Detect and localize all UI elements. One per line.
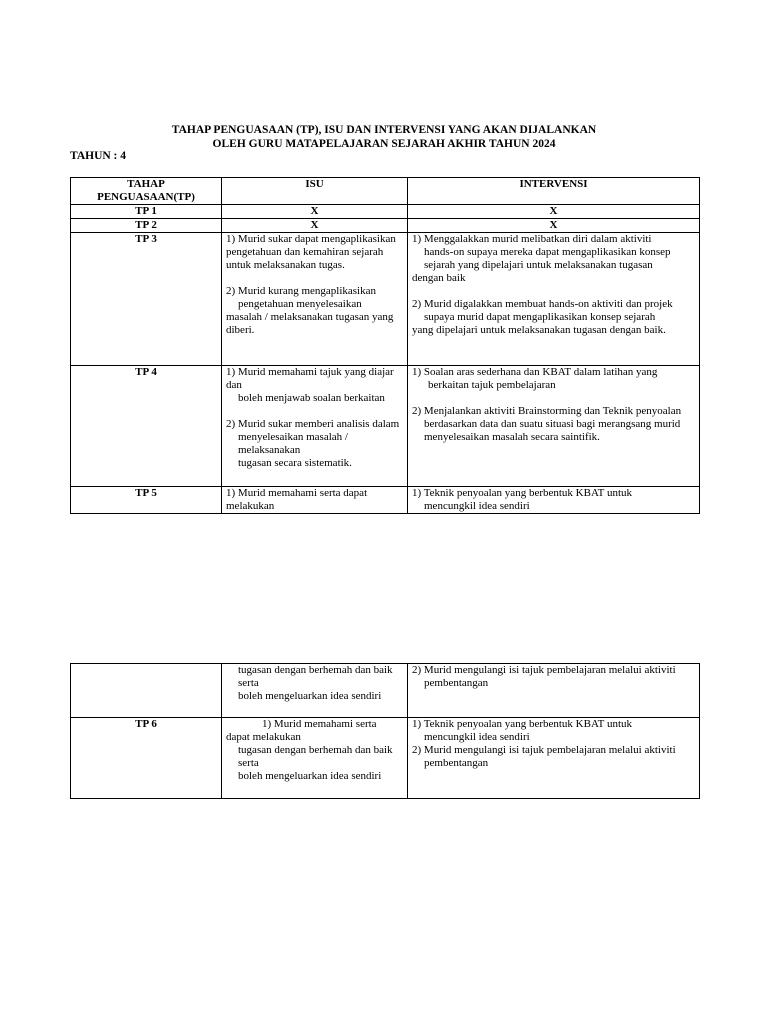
intervensi-text: 2) Murid mengulangi isi tajuk pembelajaran melalui aktiviti <box>412 664 676 676</box>
isu-text: tugasan dengan berhemah dan baik serta <box>238 744 393 769</box>
isu-text: boleh menjawab soalan berkaitan <box>238 392 385 404</box>
intervensi-text: hands-on supaya mereka dapat mengaplikasikan konsep <box>424 246 671 258</box>
tahun-label: TAHUN : 4 <box>70 150 127 162</box>
continuation-table <box>70 663 700 799</box>
isu-cell: X <box>222 205 408 219</box>
isu-text: tugasan dengan berhemah dan baik serta <box>238 664 393 689</box>
isu-cell <box>222 664 408 718</box>
tp-label: TP 6 <box>71 718 222 799</box>
intervensi-cell <box>408 366 700 487</box>
isu-text: tugasan secara sistematik. <box>238 457 352 469</box>
table-row <box>71 366 700 487</box>
isu-cell <box>222 233 408 366</box>
intervensi-cell <box>408 487 700 514</box>
isu-text: 1) Murid memahami serta dapat melakukan <box>226 718 377 743</box>
table-row <box>71 664 700 718</box>
isu-text: masalah / melaksanakan tugasan yang diberi. <box>226 311 394 336</box>
intervensi-text: sejarah yang dipelajari untuk melaksanakan tugasan <box>424 259 653 271</box>
isu-text: 2) Murid kurang mengaplikasikan <box>226 285 376 297</box>
table-header-row <box>71 178 700 205</box>
header-intervensi: INTERVENSI <box>408 178 700 205</box>
table-row <box>71 487 700 514</box>
title-line-2: OLEH GURU MATAPELAJARAN SEJARAH AKHIR TAHUN 2024 <box>212 138 556 150</box>
tp-label: TP 1 <box>71 205 222 219</box>
isu-cell: X <box>222 219 408 233</box>
isu-text: 2) Murid sukar memberi analisis dalam <box>226 418 400 430</box>
tp-label: TP 3 <box>71 233 222 366</box>
intervensi-cell <box>408 233 700 366</box>
intervensi-cell <box>408 718 700 799</box>
intervensi-text: menyelesaikan masalah secara saintifik. <box>424 431 600 443</box>
intervensi-text: pembentangan <box>424 757 489 769</box>
table-row <box>71 233 700 366</box>
header-tp: TAHAP PENGUASAAN(TP) <box>71 178 222 205</box>
intervensi-text: 1) Menggalakkan murid melibatkan diri dalam aktiviti <box>412 233 652 245</box>
intervensi-text: 1) Teknik penyoalan yang berbentuk KBAT untuk <box>412 487 633 499</box>
intervensi-text: 1) Soalan aras sederhana dan KBAT dalam latihan yang <box>412 366 658 378</box>
main-table <box>70 177 700 514</box>
tp-label-empty <box>71 664 222 718</box>
intervensi-cell: X <box>408 205 700 219</box>
intervensi-text: berkaitan tajuk pembelajaran <box>428 379 556 391</box>
table-row <box>71 718 700 799</box>
intervensi-text: 2) Murid mengulangi isi tajuk pembelajaran melalui aktiviti <box>412 744 676 756</box>
isu-cell <box>222 487 408 514</box>
isu-text: 1) Murid memahami serta dapat melakukan <box>226 487 368 512</box>
intervensi-text: yang dipelajari untuk melaksanakan tugasan dengan baik. <box>412 324 666 336</box>
isu-text: pengetahuan menyelesaikan <box>238 298 362 310</box>
intervensi-text: 1) Teknik penyoalan yang berbentuk KBAT untuk <box>412 718 633 730</box>
table-row <box>71 219 700 233</box>
intervensi-text: mencungkil idea sendiri <box>424 731 530 743</box>
intervensi-text: mencungkil idea sendiri <box>424 500 530 512</box>
intervensi-text: pembentangan <box>424 677 489 689</box>
intervensi-text: supaya murid dapat mengaplikasikan konsep sejarah <box>424 311 656 323</box>
isu-text: 1) Murid sukar dapat mengaplikasikan pengetahuan dan kemahiran sejarah untuk melaksanakan tugas. <box>226 233 396 271</box>
tp-label: TP 5 <box>71 487 222 514</box>
intervensi-text: 2) Murid digalakkan membuat hands-on aktiviti dan projek <box>412 298 673 310</box>
isu-text: boleh mengeluarkan idea sendiri <box>238 690 382 702</box>
tp-label: TP 4 <box>71 366 222 487</box>
intervensi-cell: X <box>408 219 700 233</box>
intervensi-text: 2) Menjalankan aktiviti Brainstorming dan Teknik penyoalan <box>412 405 682 417</box>
intervensi-text: berdasarkan data dan suatu situasi bagi merangsang murid <box>424 418 681 430</box>
header-isu: ISU <box>222 178 408 205</box>
table-row <box>71 205 700 219</box>
intervensi-text: dengan baik <box>412 272 466 284</box>
isu-text: menyelesaikan masalah / melaksanakan <box>238 431 348 456</box>
tp-label: TP 2 <box>71 219 222 233</box>
isu-text: 1) Murid memahami tajuk yang diajar dan <box>226 366 394 391</box>
isu-text: boleh mengeluarkan idea sendiri <box>238 770 382 782</box>
isu-cell <box>222 718 408 799</box>
isu-cell <box>222 366 408 487</box>
document-title <box>70 123 698 151</box>
intervensi-cell <box>408 664 700 718</box>
title-line-1: TAHAP PENGUASAAN (TP), ISU DAN INTERVENSI YANG AKAN DIJALANKAN <box>171 124 597 136</box>
